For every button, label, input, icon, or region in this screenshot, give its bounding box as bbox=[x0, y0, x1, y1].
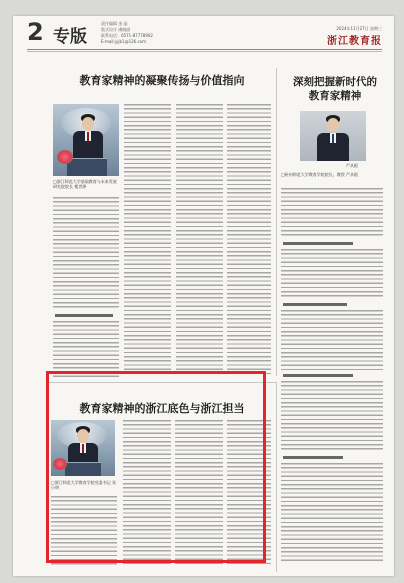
article-headline-top-right-1: 深刻把握新时代的 bbox=[293, 76, 377, 88]
body-text-col2 bbox=[124, 104, 171, 377]
flower-arrangement bbox=[57, 150, 73, 164]
byline-bottom: □浙江师范大学教育学院党委书记 张小明 bbox=[51, 480, 117, 491]
subheading-col1 bbox=[55, 314, 113, 317]
email-line: E-mail:jyjb1@126.com bbox=[101, 39, 147, 44]
speaker-tie bbox=[87, 132, 89, 141]
byline-top-left: □浙江师范大学基础教育与未来发展研究院院长 楼世洲 bbox=[53, 179, 117, 190]
speaker-head-bottom bbox=[77, 429, 89, 443]
podium-bottom bbox=[65, 462, 101, 476]
portrait-head bbox=[327, 118, 339, 132]
subheading-right-2 bbox=[283, 303, 347, 306]
subheading-right-4 bbox=[283, 456, 343, 459]
body-text-right-d bbox=[281, 381, 383, 451]
column-divider-lower bbox=[276, 382, 277, 572]
masthead-rule bbox=[27, 49, 382, 50]
subheading-right-1 bbox=[283, 242, 353, 245]
editor-line: 责任编辑 金 晶 bbox=[101, 21, 128, 26]
section-divider bbox=[47, 382, 277, 383]
body-text-col1b bbox=[53, 321, 119, 377]
speaker-head bbox=[82, 117, 94, 131]
masthead-rule-thin bbox=[27, 51, 382, 52]
subheading-right-3 bbox=[283, 374, 353, 377]
body-text-col3 bbox=[176, 104, 223, 377]
portrait-figure bbox=[316, 115, 350, 161]
body-text-bottom-col3 bbox=[175, 420, 223, 566]
body-text-right-c bbox=[281, 310, 383, 370]
body-text-bottom-col2 bbox=[123, 420, 171, 566]
article-headline-bottom: 教育家精神的浙江底色与浙江担当 bbox=[79, 402, 245, 415]
flower-arrangement-bottom bbox=[53, 458, 67, 470]
body-text-right-a bbox=[281, 188, 383, 238]
column-divider bbox=[276, 68, 277, 376]
page-number: 2 bbox=[27, 18, 44, 46]
article-photo-top-left bbox=[53, 104, 119, 176]
article-photo-top-right bbox=[300, 111, 366, 161]
layout-line: 版式设计 虞晓丽 bbox=[101, 27, 131, 32]
body-text-bottom-col4 bbox=[227, 420, 271, 566]
newspaper-page bbox=[13, 16, 394, 576]
portrait-tie bbox=[332, 134, 334, 143]
masthead bbox=[13, 16, 394, 50]
phone-line: 联系电话：0571-87778902 bbox=[101, 33, 153, 38]
body-text-col1 bbox=[53, 197, 119, 309]
byline-top-right: □杭州师范大学教育学院院长、教授 严从根 bbox=[281, 172, 359, 177]
body-text-right-b bbox=[281, 249, 383, 299]
article-photo-bottom bbox=[51, 420, 115, 476]
photo-label-top-right: 严从根 bbox=[346, 163, 358, 168]
date-line: 2024年11月27日 星期三 bbox=[336, 26, 382, 31]
body-text-bottom-col1 bbox=[51, 496, 117, 566]
newspaper-brand: 浙江教育报 bbox=[327, 36, 382, 47]
section-name: 专版 bbox=[53, 27, 87, 47]
body-text-right-e bbox=[281, 463, 383, 563]
article-headline-top-left: 教育家精神的凝聚传扬与价值指向 bbox=[79, 74, 245, 87]
body-text-col4 bbox=[227, 104, 271, 377]
article-headline-top-right-2: 教育家精神 bbox=[308, 90, 362, 102]
speaker-tie-bottom bbox=[82, 444, 84, 453]
podium bbox=[67, 158, 107, 176]
